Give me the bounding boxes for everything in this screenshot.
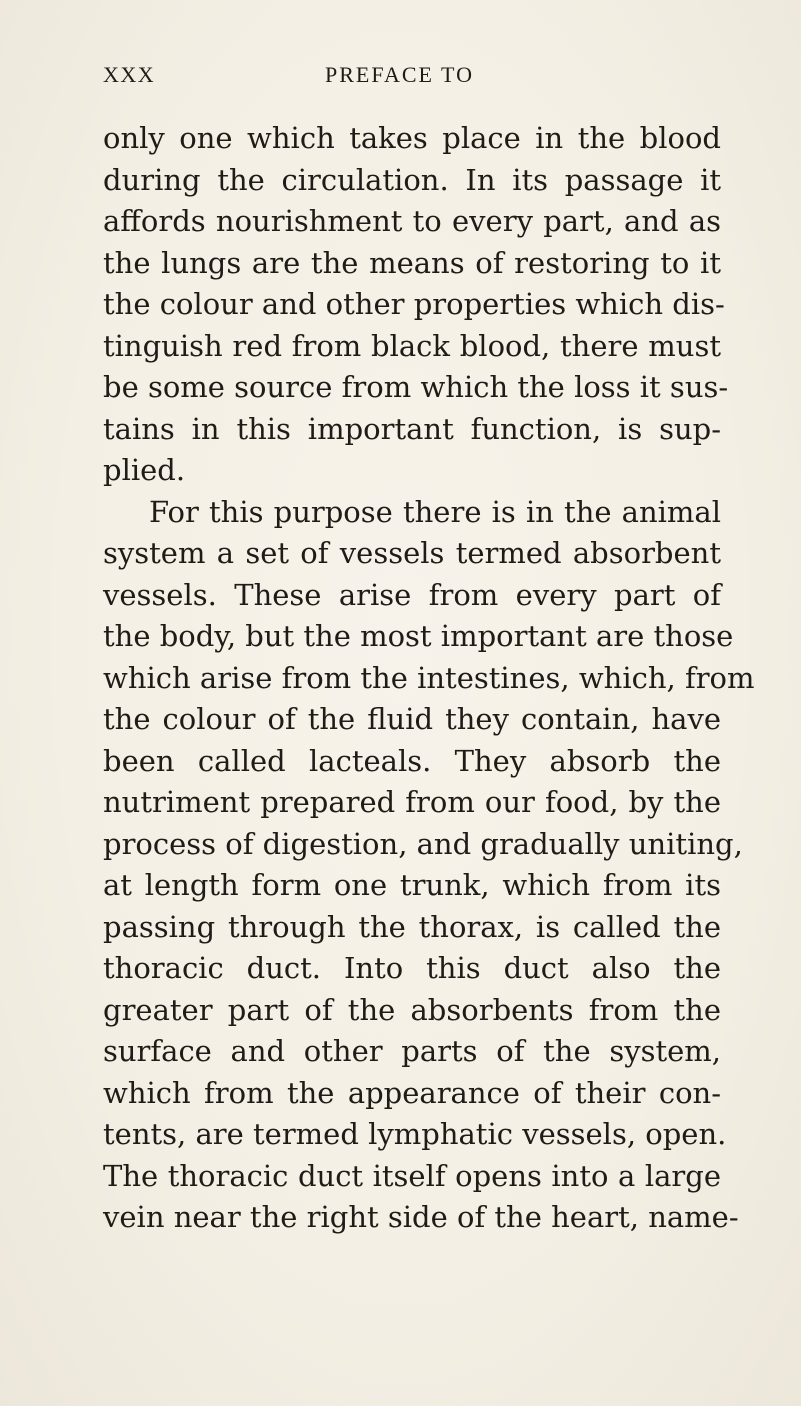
text-line: tinguish red from black blood, there must — [103, 328, 721, 363]
text-line: only one which takes place in the blood — [103, 121, 721, 155]
text-line: surface and other parts of the system, — [103, 1034, 721, 1068]
text-line: system a set of vessels termed absorbent — [103, 536, 721, 570]
text-line: which arise from the intestines, which, from — [103, 660, 755, 695]
running-title: PREFACE TO — [325, 62, 474, 87]
text-line: been called lacteals. They absorb the — [103, 743, 721, 778]
text-line: which from the appearance of their con- — [103, 1075, 721, 1110]
text-line: the colour of the fluid they contain, have — [103, 702, 721, 736]
text-line: The thoracic duct itself opens into a large — [103, 1158, 721, 1193]
running-head — [103, 62, 723, 92]
text-line: during the circulation. In its passage it — [103, 162, 721, 197]
text-line: passing through the thorax, is called the — [103, 909, 721, 944]
text-line: greater part of the absorbents from the — [103, 992, 721, 1027]
paragraph-first-line: For this purpose there is in the animal — [149, 494, 721, 529]
text-line: tents, are termed lymphatic vessels, open. — [103, 1117, 727, 1151]
text-line: at length form one trunk, which from its — [103, 868, 721, 902]
text-line: be some source from which the loss it sus- — [103, 370, 729, 404]
page-number: XXX — [103, 62, 156, 87]
text-line: affords nourishment to every part, and as — [103, 204, 721, 238]
text-line: nutriment prepared from our food, by the — [103, 785, 721, 819]
text-line: vein near the right side of the heart, name- — [103, 1200, 739, 1234]
text-line: plied. — [103, 453, 186, 487]
text-line: the lungs are the means of restoring to it — [103, 245, 721, 280]
text-line: the colour and other properties which dis- — [103, 287, 725, 321]
text-line: tains in this important function, is sup- — [103, 411, 721, 446]
body-text — [103, 118, 755, 1239]
text-line: vessels. These arise from every part of — [103, 577, 721, 612]
text-line: thoracic duct. Into this duct also the — [103, 951, 721, 985]
text-line: the body, but the most important are those — [103, 619, 734, 653]
text-line: process of digestion, and gradually uniting, — [103, 826, 743, 861]
